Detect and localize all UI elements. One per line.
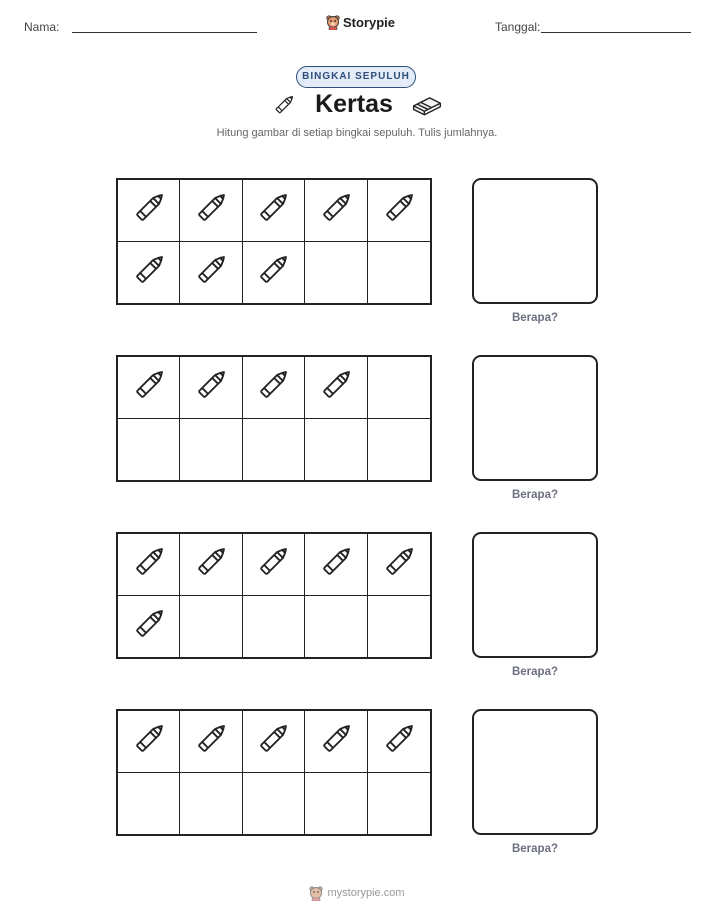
crayon-icon: [316, 188, 356, 233]
answer-box-3[interactable]: [472, 532, 598, 658]
ten-frame-cell: [243, 419, 305, 481]
worksheet-title: Kertas: [315, 90, 393, 118]
crayon-icon: [129, 604, 169, 649]
brand-logo: [326, 14, 395, 30]
crayon-icon: [316, 719, 356, 764]
ten-frame-cell: [305, 180, 367, 242]
ten-frame-4: [116, 709, 432, 836]
crayon-icon: [129, 719, 169, 764]
crayon-icon: [191, 719, 231, 764]
ten-frame-cell: [180, 596, 242, 658]
crayon-icon: [129, 188, 169, 233]
answer-prompt-3: Berapa?: [511, 666, 559, 678]
answer-prompt-4: Berapa?: [511, 843, 559, 855]
ten-frame-cell: [180, 773, 242, 835]
crayon-icon: [253, 250, 293, 295]
ten-frame-2: [116, 355, 432, 482]
ten-frame-cell: [305, 773, 367, 835]
crayon-icon: [253, 719, 293, 764]
ten-frame-cell: [368, 180, 430, 242]
ten-frame-cell: [243, 534, 305, 596]
ten-frame-cell: [368, 596, 430, 658]
answer-box-1[interactable]: [472, 178, 598, 304]
bear-logo-icon: [309, 885, 323, 901]
ten-frame-cell: [305, 711, 367, 773]
ten-frame-cell: [243, 357, 305, 419]
ten-frame-cell: [305, 534, 367, 596]
footer: [0, 885, 714, 901]
ten-frame-cell: [118, 419, 180, 481]
crayon-icon: [379, 542, 419, 587]
ten-frame-cell: [118, 596, 180, 658]
brand-name: Storypie: [343, 14, 396, 30]
crayon-icon: [271, 92, 297, 118]
crayon-icon: [316, 542, 356, 587]
crayon-icon: [129, 542, 169, 587]
ten-frame-1: [116, 178, 432, 305]
ten-frame-cell: [368, 711, 430, 773]
ten-frame-cell: [305, 419, 367, 481]
ten-frame-cell: [368, 773, 430, 835]
worksheet-badge: BINGKAI SEPULUH: [296, 66, 416, 88]
crayon-icon: [191, 188, 231, 233]
ten-frame-cell: [118, 242, 180, 304]
ten-frame-cell: [243, 773, 305, 835]
crayon-icon: [316, 365, 356, 410]
ten-frame-cell: [118, 773, 180, 835]
crayon-icon: [129, 250, 169, 295]
answer-box-2[interactable]: [472, 355, 598, 481]
ten-frame-cell: [180, 711, 242, 773]
crayon-icon: [379, 188, 419, 233]
instruction-text: Hitung gambar di setiap bingkai sepuluh. Tulis jumlahnya.: [216, 127, 498, 139]
ten-frame-cell: [243, 711, 305, 773]
ten-frame-cell: [180, 534, 242, 596]
ten-frame-cell: [368, 419, 430, 481]
ten-frame-cell: [243, 596, 305, 658]
ten-frame-cell: [305, 357, 367, 419]
ten-frame-cell: [118, 357, 180, 419]
ten-frame-cell: [118, 711, 180, 773]
ten-frame-cell: [118, 180, 180, 242]
ten-frame-cell: [180, 419, 242, 481]
crayon-icon: [191, 365, 231, 410]
ten-frame-cell: [243, 242, 305, 304]
ten-frame-cell: [305, 242, 367, 304]
ten-frame-cell: [180, 357, 242, 419]
ten-frame-cell: [180, 180, 242, 242]
name-line: [72, 32, 257, 33]
answer-prompt-2: Berapa?: [511, 489, 559, 501]
ten-frame-cell: [118, 534, 180, 596]
answer-prompt-1: Berapa?: [511, 312, 559, 324]
date-line: [541, 32, 691, 33]
ten-frame-cell: [180, 242, 242, 304]
answer-box-4[interactable]: [472, 709, 598, 835]
crayon-icon: [191, 542, 231, 587]
ten-frame-cell: [368, 242, 430, 304]
crayon-icon: [129, 365, 169, 410]
name-label: Nama:: [24, 20, 60, 34]
crayon-icon: [253, 365, 293, 410]
crayon-icon: [191, 250, 231, 295]
ten-frame-cell: [368, 357, 430, 419]
ten-frame-cell: [368, 534, 430, 596]
crayon-icon: [379, 719, 419, 764]
date-label: Tanggal:: [495, 20, 541, 34]
ten-frame-3: [116, 532, 432, 659]
ten-frame-cell: [305, 596, 367, 658]
ten-frame-cell: [243, 180, 305, 242]
title-row: [0, 90, 714, 119]
eraser-icon: [411, 93, 443, 117]
crayon-icon: [253, 188, 293, 233]
crayon-icon: [253, 542, 293, 587]
footer-site: mystorypie.com: [327, 887, 405, 899]
bear-logo-icon: [326, 14, 340, 30]
